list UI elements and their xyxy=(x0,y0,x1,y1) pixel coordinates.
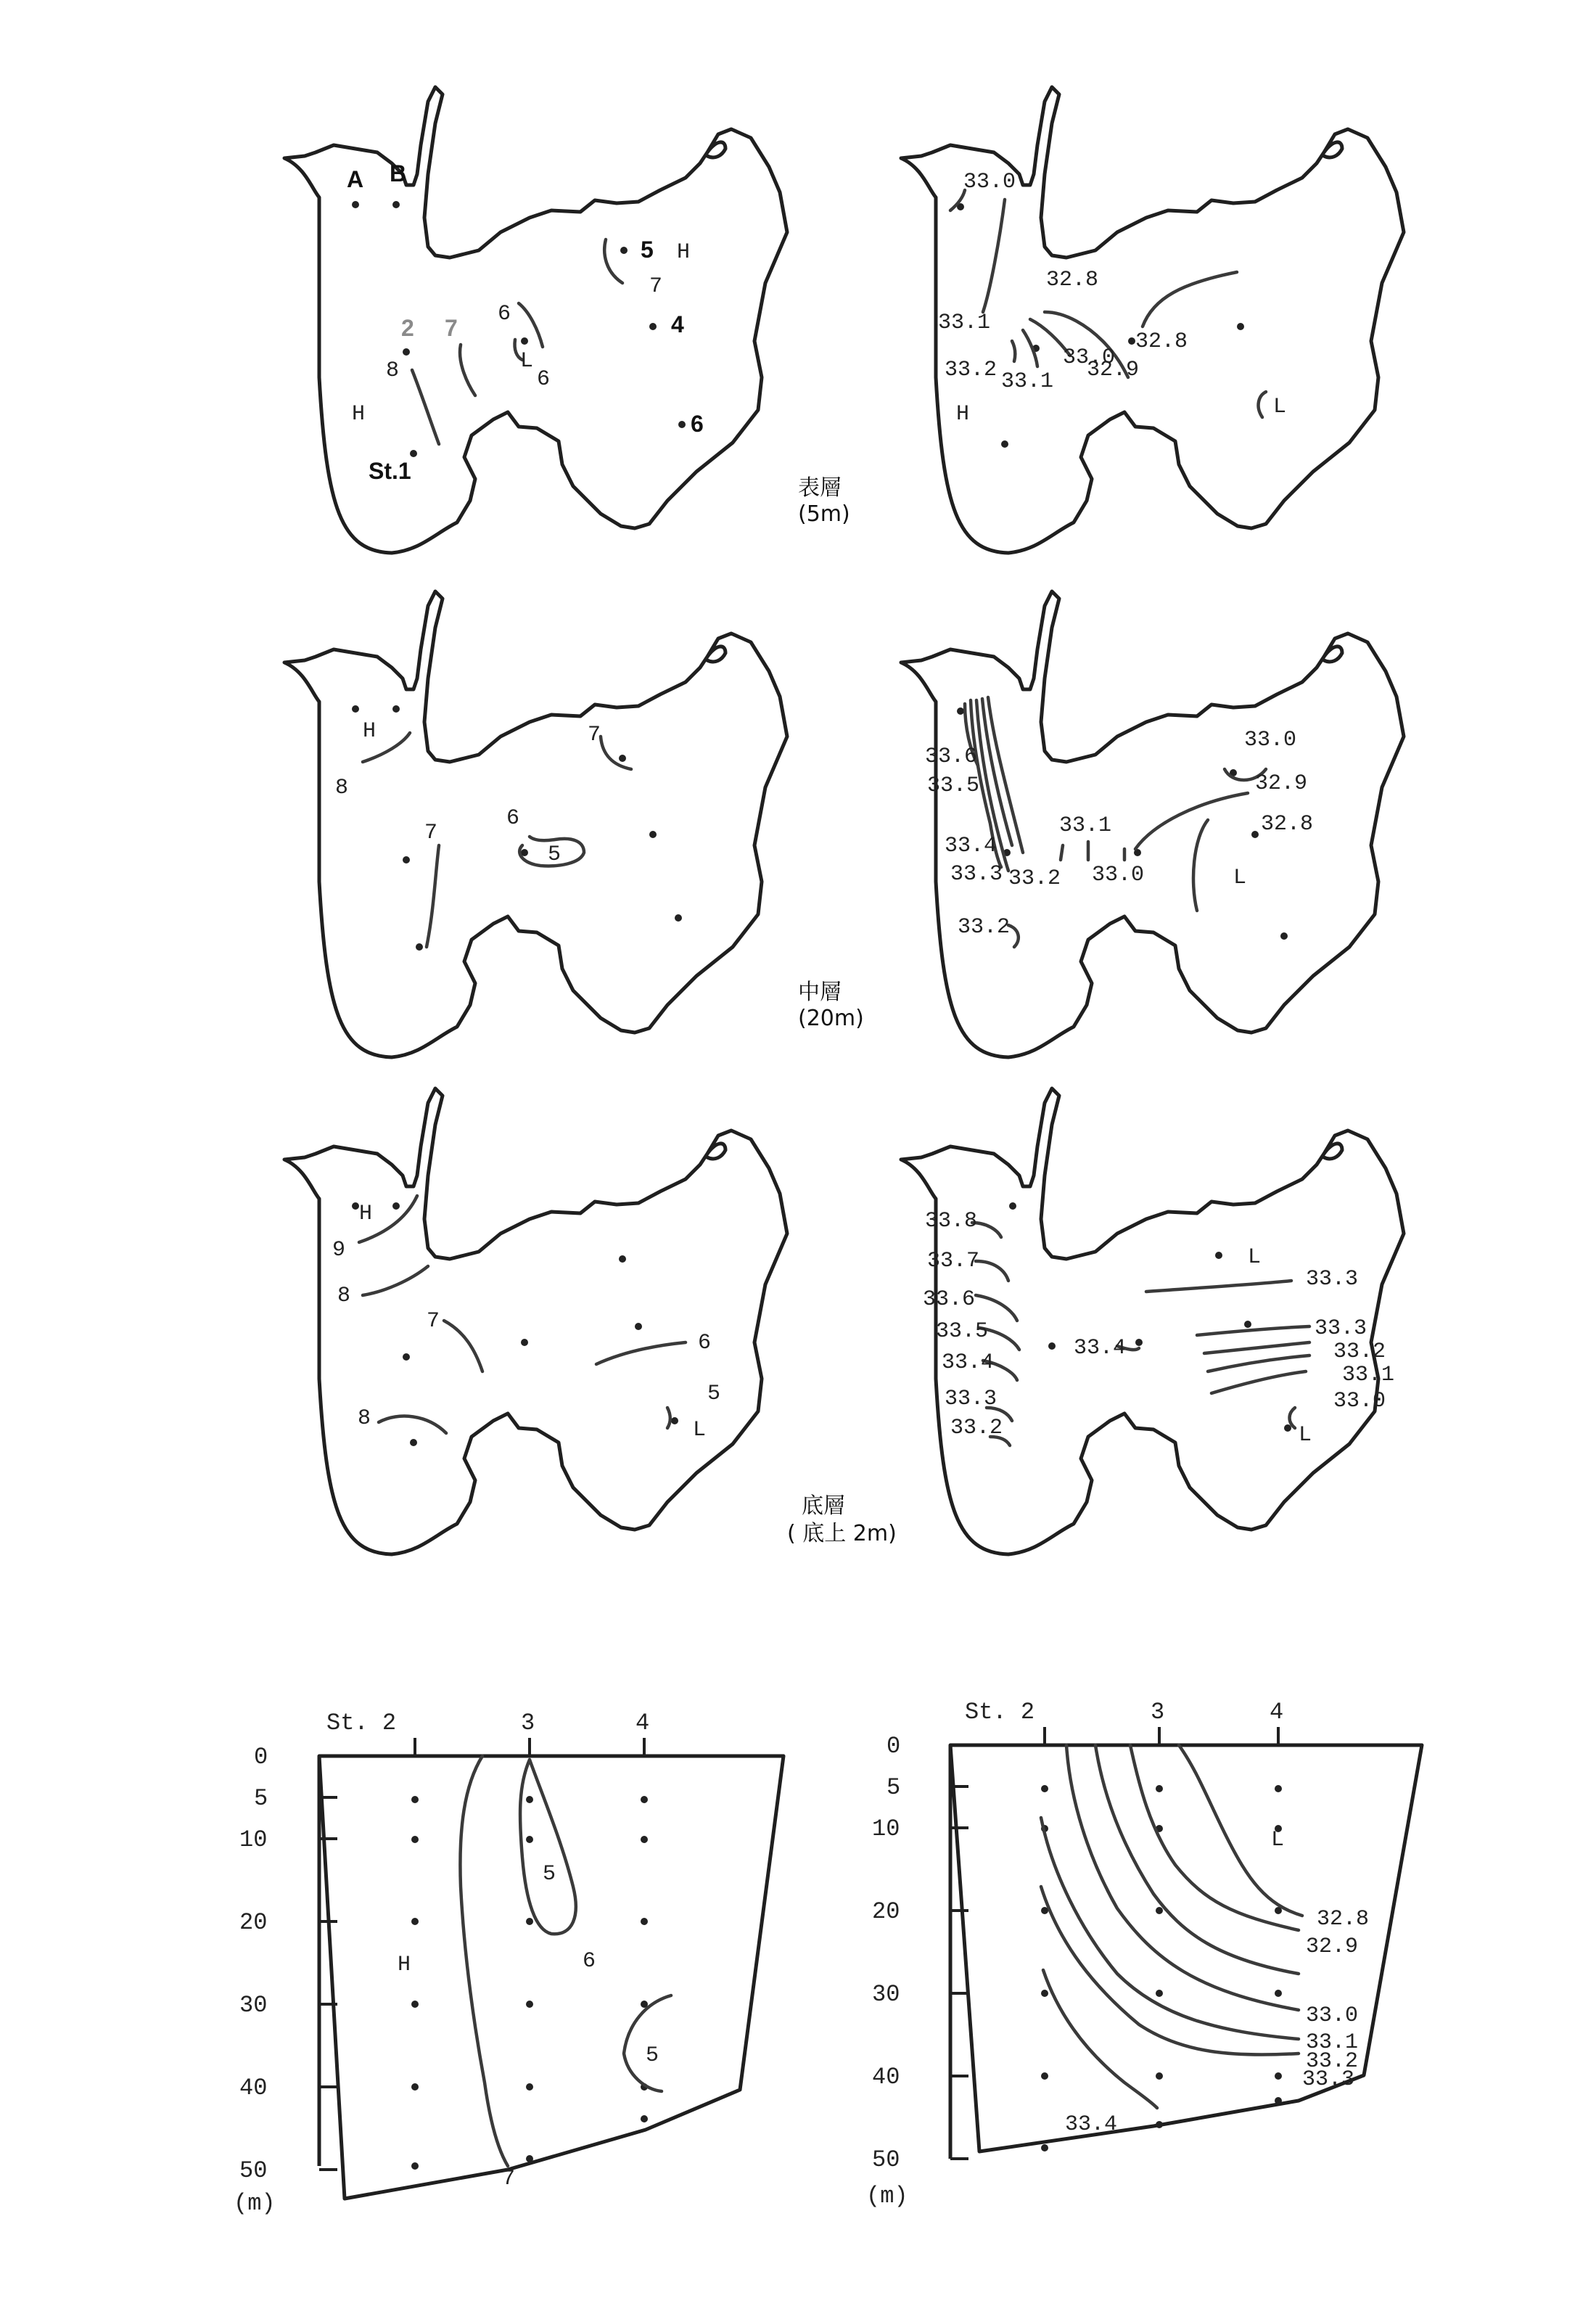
isohaline-label: 33.0 xyxy=(963,170,1016,194)
depth-tick-label: 30 xyxy=(239,1992,268,2019)
isohalines xyxy=(1041,1745,1302,2108)
isotherm-label: 7 xyxy=(588,723,601,747)
isotherm-label: 7 xyxy=(424,821,438,845)
map-surface-temperature xyxy=(284,87,787,553)
isotherms xyxy=(460,1756,671,2166)
station-b-label: B xyxy=(390,160,407,186)
sample-points xyxy=(411,1796,648,2170)
isotherms xyxy=(363,733,631,947)
depth-tick-label: 20 xyxy=(872,1898,900,1925)
isotherm-label: 5 xyxy=(543,1862,556,1887)
coastline xyxy=(284,87,787,553)
high-marker: H xyxy=(398,1953,411,1977)
isohaline-label: 33.0 xyxy=(1306,2003,1359,2028)
low-marker: L xyxy=(1271,1828,1285,1853)
isohaline-label: 33.1 xyxy=(938,311,991,335)
map-surface-salinity xyxy=(901,87,1404,553)
isohaline-label: 32.9 xyxy=(1087,358,1140,382)
isohaline-label: 33.2 xyxy=(958,915,1011,940)
isohaline-label: 32.8 xyxy=(1135,329,1188,354)
isohaline-label: 33.3 xyxy=(1302,2067,1355,2092)
station-label: St. 2 xyxy=(326,1710,397,1736)
isotherm-label: 6 xyxy=(506,806,520,831)
low-marker: L xyxy=(520,349,534,374)
depth-tick-label: 50 xyxy=(872,2146,900,2173)
high-marker: H xyxy=(677,240,691,265)
isotherm-label: 5 xyxy=(707,1382,721,1406)
isohalines xyxy=(965,697,1266,947)
map-middle-temperature xyxy=(284,591,787,1057)
map-bottom-temperature xyxy=(284,1088,787,1554)
isohaline-label: 33.4 xyxy=(1074,1336,1127,1361)
isotherm-label: 7 xyxy=(427,1309,440,1334)
isohaline-label: 33.2 xyxy=(1333,1340,1386,1364)
depth-tick-label: 40 xyxy=(239,2075,268,2101)
isohaline-label: 33.4 xyxy=(942,1350,995,1375)
isohaline-label: 33.2 xyxy=(1306,2049,1359,2074)
isohaline-label: 33.0 xyxy=(1092,863,1145,887)
isohaline-label: 32.8 xyxy=(1261,812,1314,837)
section-salinity xyxy=(866,1699,1422,2210)
isotherm-label: 8 xyxy=(337,1284,351,1308)
layer-depth: (20m) xyxy=(798,1006,864,1031)
low-marker: L xyxy=(1273,395,1287,419)
layer-caption: 中層 xyxy=(798,980,842,1005)
station-label: 3 xyxy=(521,1710,535,1736)
high-marker: H xyxy=(956,402,970,427)
depth-tick-label: 5 xyxy=(887,1774,901,1801)
layer-depth: ( 底上 2m) xyxy=(787,1521,897,1546)
coastline xyxy=(901,591,1404,1057)
isohaline-label: 33.2 xyxy=(950,1416,1003,1440)
isohaline-label: 33.0 xyxy=(1063,345,1116,370)
isotherm-label: 5 xyxy=(548,842,562,867)
station-label: 4 xyxy=(635,1710,650,1736)
stations xyxy=(352,1202,678,1446)
station-a-label: A xyxy=(347,166,364,192)
isohaline-label: 33.4 xyxy=(945,834,998,858)
high-marker: H xyxy=(363,719,377,744)
coastline xyxy=(284,591,787,1057)
high-marker: H xyxy=(352,402,366,427)
isotherm-label: 6 xyxy=(698,1331,712,1355)
isohaline-label: 33.7 xyxy=(927,1249,980,1273)
station-1-label: St.1 xyxy=(369,458,411,484)
isotherm-label: 6 xyxy=(498,302,511,327)
station-label: 4 xyxy=(1270,1699,1284,1726)
isotherm-label: 7 xyxy=(445,315,458,341)
isotherm-label: 9 xyxy=(332,1238,346,1263)
isohaline-label: 33.3 xyxy=(1315,1316,1367,1341)
isohaline-label: 33.4 xyxy=(1065,2112,1118,2137)
isohaline-label: 33.1 xyxy=(1059,813,1112,838)
isohaline-label: 33.6 xyxy=(925,744,978,769)
isohaline-label: 32.9 xyxy=(1255,771,1308,796)
map-middle-salinity xyxy=(901,591,1404,1057)
isotherm-label: 6 xyxy=(537,367,551,392)
low-marker: L xyxy=(693,1418,707,1443)
isotherm-label: 5 xyxy=(641,237,654,263)
isotherm-label: 7 xyxy=(649,274,663,299)
isohaline-label: 32.8 xyxy=(1046,268,1099,292)
coastline xyxy=(284,1088,787,1554)
isohaline-label: 32.9 xyxy=(1306,1935,1359,1959)
station-4-label: 4 xyxy=(671,311,684,337)
stations xyxy=(1009,1202,1291,1432)
depth-tick-label: 30 xyxy=(872,1981,900,2008)
isotherm-label: 5 xyxy=(646,2043,659,2068)
isohaline-label: 33.2 xyxy=(945,358,998,382)
station-ticks xyxy=(1045,1727,1278,1745)
depth-unit: (m) xyxy=(234,2190,276,2217)
isohaline-label: 33.1 xyxy=(1001,369,1054,394)
layer-depth: (5m) xyxy=(798,501,850,527)
depth-tick-label: 0 xyxy=(254,1744,268,1771)
isohaline-label: 33.3 xyxy=(945,1387,998,1411)
high-marker: H xyxy=(359,1202,373,1226)
isotherm-label: 6 xyxy=(583,1949,596,1974)
isotherm-label: 8 xyxy=(358,1406,371,1431)
depth-tick-label: 10 xyxy=(239,1826,268,1853)
section-temperature xyxy=(234,1710,783,2217)
depth-tick-label: 5 xyxy=(254,1785,268,1812)
station-2-label: 2 xyxy=(401,315,414,341)
isohaline-label: 33.5 xyxy=(927,774,980,798)
depth-tick-label: 10 xyxy=(872,1816,900,1842)
layer-caption: 底層 xyxy=(802,1493,845,1519)
isohaline-label: 33.0 xyxy=(1333,1389,1386,1414)
depth-tick-label: 40 xyxy=(872,2064,900,2091)
isohaline-label: 33.1 xyxy=(1342,1363,1395,1387)
station-6-label: 6 xyxy=(691,411,704,437)
depth-tick-label: 50 xyxy=(239,2157,268,2184)
isohaline-label: 33.8 xyxy=(925,1209,978,1234)
isohaline-label: 33.5 xyxy=(936,1319,989,1344)
station-ticks xyxy=(415,1738,644,1756)
isohaline-label: 33.3 xyxy=(950,862,1003,887)
isohaline-label: 33.3 xyxy=(1306,1267,1359,1292)
isohaline-label: 33.6 xyxy=(923,1287,976,1312)
map-bottom-salinity xyxy=(901,1088,1404,1554)
depth-tick-label: 20 xyxy=(239,1909,268,1936)
isotherms xyxy=(412,239,622,444)
depth-tick-label: 0 xyxy=(887,1733,901,1760)
low-marker: L xyxy=(1248,1245,1262,1270)
isotherms xyxy=(359,1196,686,1433)
depth-unit: (m) xyxy=(866,2183,908,2210)
station-label: St. 2 xyxy=(965,1699,1035,1726)
isohaline-label: 32.8 xyxy=(1317,1907,1370,1932)
isotherm-label: 7 xyxy=(502,2167,516,2191)
low-marker: L xyxy=(1299,1423,1312,1448)
isohaline-label: 33.0 xyxy=(1244,728,1297,752)
low-marker: L xyxy=(1233,866,1247,890)
isotherm-label: 8 xyxy=(386,358,400,383)
layer-caption: 表層 xyxy=(798,475,842,501)
isohalines xyxy=(950,190,1266,417)
station-label: 3 xyxy=(1151,1699,1165,1726)
isotherm-label: 8 xyxy=(335,776,349,800)
isohaline-label: 33.1 xyxy=(1306,2030,1359,2055)
isohaline-label: 33.2 xyxy=(1008,866,1061,891)
